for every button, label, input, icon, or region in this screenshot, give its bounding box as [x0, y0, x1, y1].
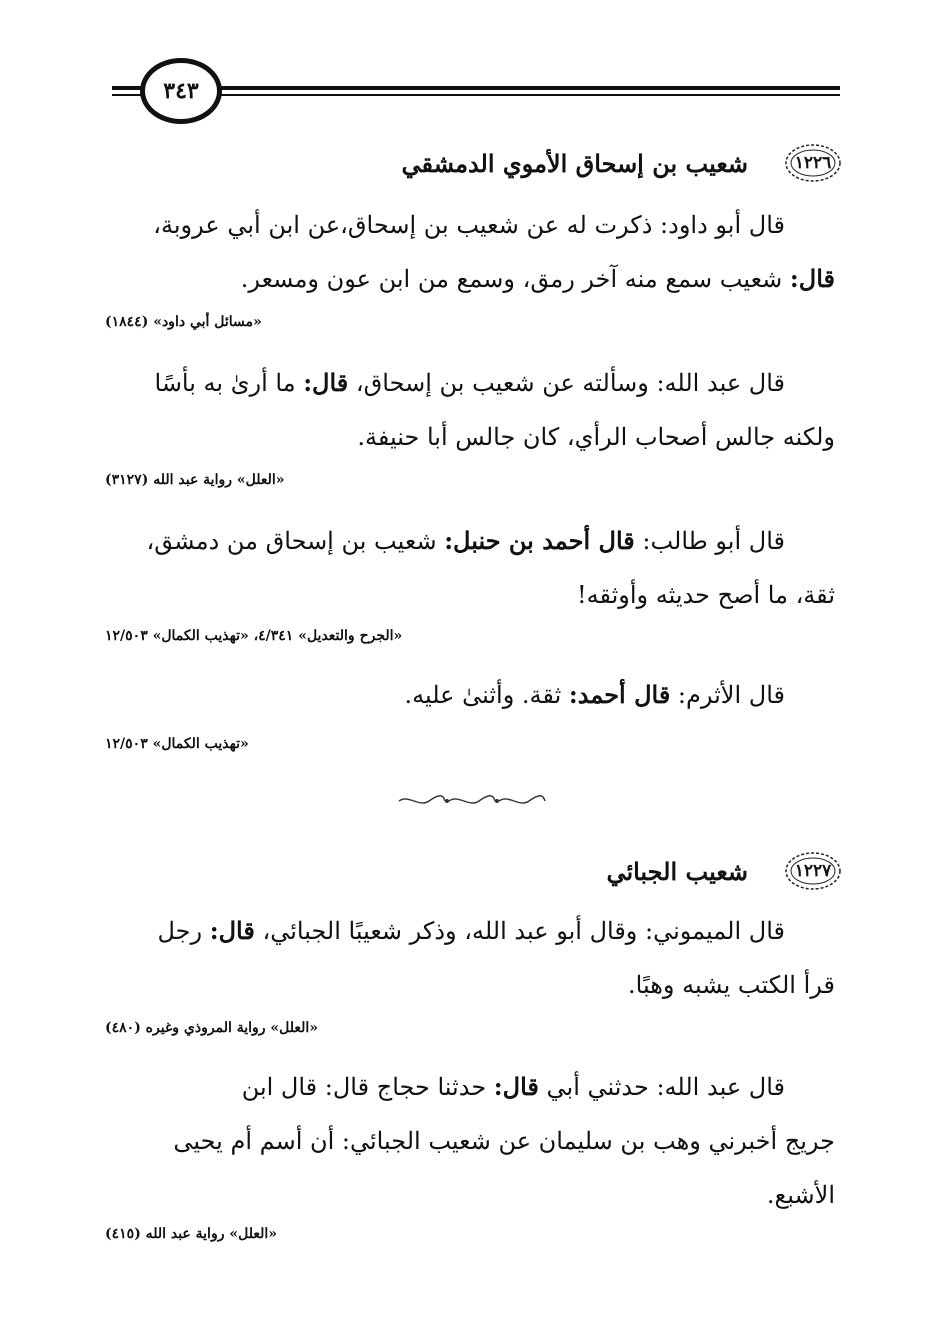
- text: ولكنه جالس أصحاب الرأي، كان جالس أبا حنيفة.: [357, 423, 835, 451]
- entry-title: شعيب بن إسحاق الأموي الدمشقي: [401, 148, 748, 178]
- paragraph: [105, 668, 835, 722]
- text: شعيب سمع منه آخر رمق، وسمع من ابن عون ومسعر.: [240, 265, 790, 293]
- page-number: ٣٤٣: [140, 58, 222, 124]
- bold-text: قال أحمد بن حنبل:: [444, 526, 635, 555]
- paragraph: [105, 514, 835, 622]
- bold-text: قال:: [209, 916, 255, 945]
- entry-number-badge: [784, 850, 842, 892]
- paragraph: [105, 1060, 835, 1222]
- entry-heading: [606, 846, 842, 896]
- bold-text: قال:: [789, 264, 835, 293]
- bold-text: قال:: [493, 1072, 539, 1101]
- text: الأشبع.: [766, 1181, 835, 1209]
- source-citation: «الجرح والتعديل» ٤/٣٤١، «تهذيب الكمال» ١٢/٥٠٣: [105, 628, 403, 644]
- text: ثقة، ما أصح حديثه وأوثقه!: [576, 581, 835, 609]
- source-citation: «تهذيب الكمال» ١٢/٥٠٣: [105, 736, 249, 752]
- text: قال أبو طالب:: [634, 527, 785, 555]
- text: جريج أخبرني وهب بن سليمان عن شعيب الجبائي: أن أسم أم يحيى: [173, 1127, 835, 1155]
- text: ما أرىٰ به بأسًا: [154, 369, 304, 397]
- text: قال الأثرم:: [670, 681, 785, 709]
- text: شعيب بن إسحاق من دمشق،: [146, 527, 445, 555]
- entry-number: ١٢٢٧: [794, 861, 832, 881]
- text: قال الميموني: وقال أبو عبد الله، وذكر شعيبًا الجبائي،: [254, 917, 785, 945]
- text: رجل: [157, 917, 210, 945]
- entry-title: شعيب الجبائي: [606, 856, 748, 886]
- text: قال أبو داود: ذكرت له عن شعيب بن إسحاق،عن ابن أبي عروبة،: [153, 211, 785, 239]
- text: حدثنا حجاج قال: قال ابن: [241, 1073, 494, 1101]
- text: قال عبد الله: وسألته عن شعيب بن إسحاق،: [348, 369, 785, 397]
- paragraph: [105, 198, 835, 306]
- source-citation: «مسائل أبي داود» (١٨٤٤): [105, 314, 262, 330]
- text: قرأ الكتب يشبه وهبًا.: [628, 971, 835, 999]
- paragraph: [105, 904, 835, 1012]
- source-citation: «العلل» رواية عبد الله (٤١٥): [105, 1226, 277, 1242]
- source-citation: «العلل» رواية المروذي وغيره (٤٨٠): [105, 1020, 319, 1036]
- source-citation: «العلل» رواية عبد الله (٣١٢٧): [105, 472, 285, 488]
- entry-number: ١٢٢٦: [794, 153, 832, 173]
- text: ثقة. وأثنىٰ عليه.: [404, 681, 569, 709]
- entry-heading: [402, 138, 842, 188]
- separator-ornament-icon: [397, 794, 547, 808]
- paragraph: [105, 356, 835, 464]
- bold-text: قال أحمد:: [568, 680, 671, 709]
- bold-text: قال:: [303, 368, 349, 397]
- entry-number-badge: [784, 142, 842, 184]
- text: قال عبد الله: حدثني أبي: [538, 1073, 785, 1101]
